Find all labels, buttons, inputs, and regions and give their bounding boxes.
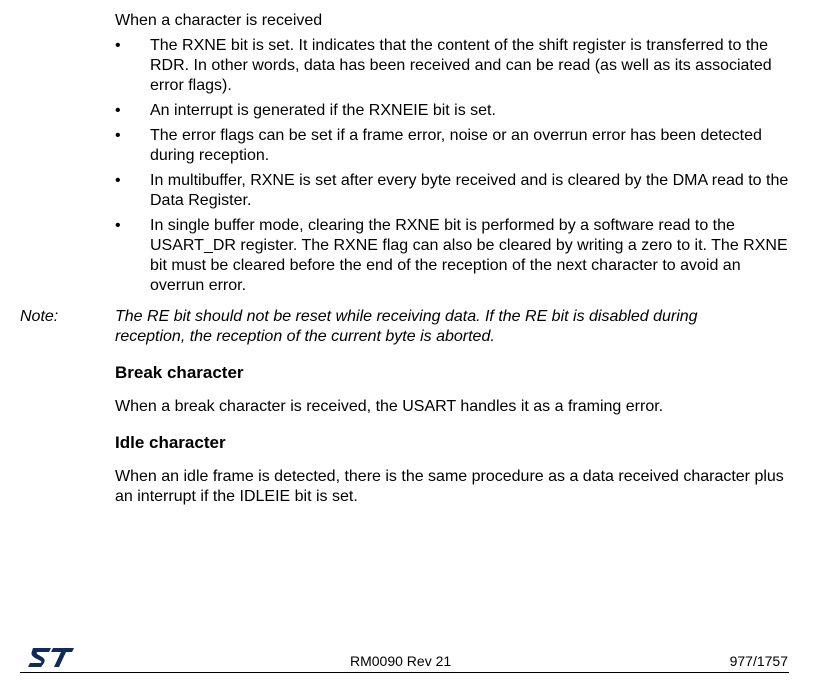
bullet-text: An interrupt is generated if the RXNEIE bit is set. [150,102,496,119]
bullet-text: In multibuffer, RXNE is set after every byte received and is cleared by the DMA read to the Data Register. [150,172,789,209]
note-label: Note: [20,308,59,325]
bullet-text: The RXNE bit is set. It indicates that the content of the shift register is transferred to the RDR. In other words, data has been received and can be read (as well as its associated error flags). [150,37,772,94]
bullet-list [115,36,795,301]
footer-divider [20,672,789,673]
footer-doc-id: RM0090 Rev 21 [350,653,452,669]
list-item [115,126,795,166]
bullet-marker: • [115,217,121,234]
section-heading-break-character: Break character [115,363,244,382]
section-body-break-character: When a break character is received, the USART handles it as a framing error. [115,398,664,415]
bullet-marker: • [115,172,121,189]
bullet-marker: • [115,127,121,144]
section-body-idle-character: When an idle frame is detected, there is the same procedure as a data received character plus an interrupt if the IDLEIE bit is set. [115,468,784,505]
bullet-marker: • [115,37,121,54]
bullet-text: In single buffer mode, clearing the RXNE bit is performed by a software read to the USART_DR register. The RXNE flag can also be cleared by writing a zero to it. The RXNE bit must be cleared before the end of the reception of the next character to avoid an overrun error. [150,217,788,294]
list-item [115,36,795,96]
footer-page-number: 977/1757 [729,653,788,669]
list-item [115,171,795,211]
note-text: The RE bit should not be reset while receiving data. If the RE bit is disabled during reception, the reception of the current byte is aborted. [115,308,698,345]
st-logo-icon [27,645,75,669]
list-item [115,101,795,121]
intro-text: When a character is received [115,12,323,29]
bullet-text: The error flags can be set if a frame error, noise or an overrun error has been detected during reception. [150,127,762,164]
bullet-marker: • [115,102,121,119]
section-heading-idle-character: Idle character [115,433,226,452]
list-item [115,216,795,296]
